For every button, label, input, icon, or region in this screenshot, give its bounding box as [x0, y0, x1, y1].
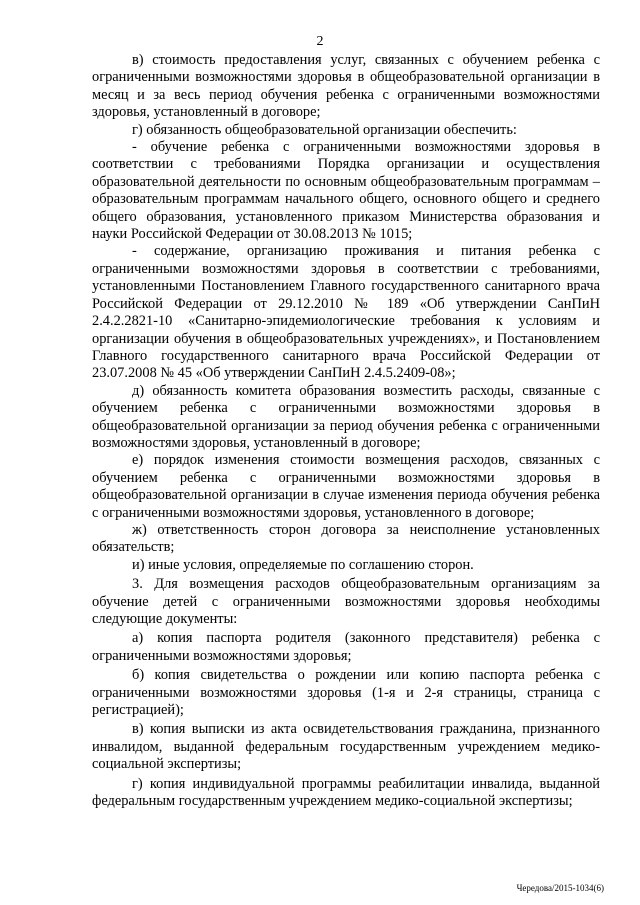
paragraph-living-conditions: - содержание, организацию проживания и питания ребенка с ограниченными возможностями здоровья в соответствии с требованиями, установленными Постановлением Главного государственного санитарного врача Российской Федерации от 29.12.2010 № 189 «Об утверждении СанПиН 2.4.2.2821-10 «Санитарно-эпидемиологические требования к условиям и организации обучения в общеобразовательных учреждениях», и Постановлением Главного государственного санитарного врача Российской Федерации от 23.07.2008 № 45 «Об утверждении СанПиН 2.4.5.2409-08»;: [92, 243, 600, 382]
document-body: [92, 52, 600, 810]
paragraph-v-cost: в) стоимость предоставления услуг, связанных с обучением ребенка с ограниченными возможностями здоровья в общеобразовательной организации в месяц и за весь период обучения ребенка с ограниченными возможностями здоровья, установленный в договоре;: [92, 52, 600, 121]
paragraph-e-cost-change: е) порядок изменения стоимости возмещения расходов, связанных с обучением ребенка с ограниченными возможностями здоровья в общеобразовательной организации в случае изменения периода обучения ребенка с ограниченными возможностями здоровья, установленного в договоре;: [92, 452, 600, 521]
paragraph-i-other-terms: и) иные условия, определяемые по соглашению сторон.: [132, 556, 474, 573]
paragraph-v-disability-extract: в) копия выписки из акта освидетельствования гражданина, признанного инвалидом, выданной федеральным государственным учреждением медико-социальной экспертизы;: [92, 721, 600, 773]
paragraph-education-requirements: - обучение ребенка с ограниченными возможностями здоровья в соответствии с требованиями Порядка организации и осуществления образовательной деятельности по основным общеобразовательным программам – образовательным программам начального общего, основного общего и среднего общего образования, установленного приказом Министерства образования и науки Российской Федерации от 30.08.2013 № 1015;: [92, 139, 600, 243]
paragraph-g-rehabilitation-program: г) копия индивидуальной программы реабилитации инвалида, выданной федеральным государственным учреждением медико-социальной экспертизы;: [92, 775, 600, 810]
paragraph-d-reimbursement: д) обязанность комитета образования возместить расходы, связанные с обучением ребенка с ограниченными возможностями здоровья в общеобразовательной организации за период обучения ребенка с ограниченными возможностями здоровья, установленный в договоре;: [92, 382, 600, 451]
paragraph-a-parent-passport: а) копия паспорта родителя (законного представителя) ребенка с ограниченными возможностями здоровья;: [92, 630, 600, 664]
paragraph-3-documents: 3. Для возмещения расходов общеобразовательным организациям за обучение детей с ограниченными возможностями здоровья необходимы следующие документы:: [92, 576, 600, 627]
paragraph-zh-responsibility: ж) ответственность сторон договора за неисполнение установленных обязательств;: [92, 521, 600, 556]
paragraph-g-obligation: г) обязанность общеобразовательной организации обеспечить:: [132, 121, 517, 138]
footer-document-code: Чередова/2015-1034(6): [516, 883, 604, 893]
page-number: 2: [316, 34, 324, 49]
paragraph-b-birth-certificate: б) копия свидетельства о рождении или копию паспорта ребенка с ограниченными возможностями здоровья (1-я и 2-я страницы, страница с регистрацией);: [92, 667, 600, 719]
